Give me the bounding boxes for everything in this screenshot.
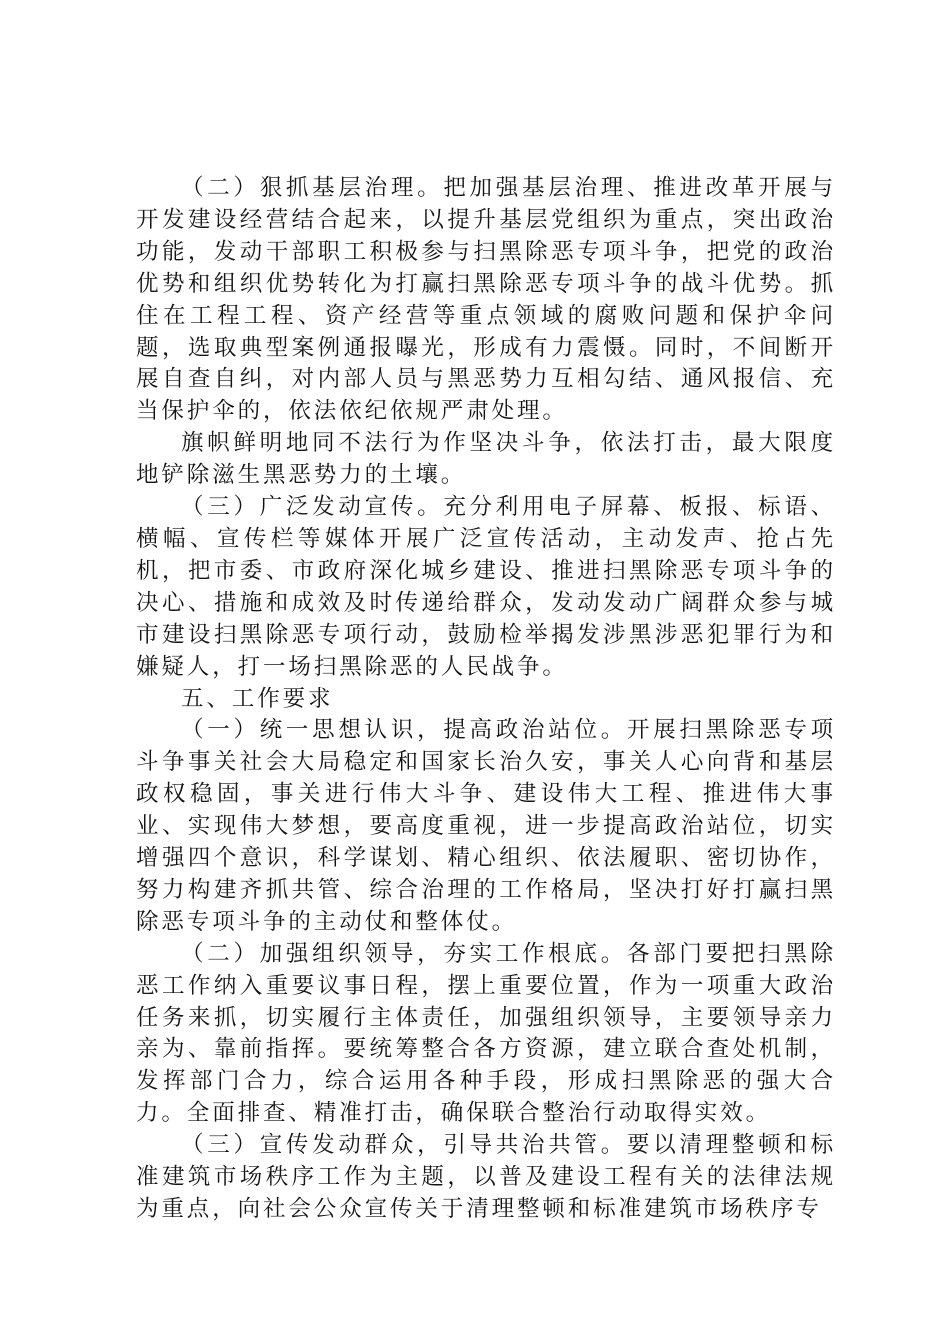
paragraph-organization-leadership: （二）加强组织领导，夯实工作根底。各部门要把扫黑除恶工作纳入重要议事日程，摆上重要位置，作为一项重大政治任务来抓，切实履行主体责任，加强组织领导，主要领导亲力亲为、靠前指挥。要统筹整合各方资源，建立联合查处机制，发挥部门合力，综合运用各种手段，形成扫黑除恶的强大合力。全面排查、精准打击，确保联合整治行动取得实效。 <box>136 940 836 1127</box>
document-body <box>136 173 836 1226</box>
paragraph-publicity: （三）广泛发动宣传。充分利用电子屏幕、板报、标语、横幅、宣传栏等媒体开展广泛宣传活动，主动发声、抢占先机，把市委、市政府深化城乡建设、推进扫黑除恶专项斗争的决心、措施和成效及时传递给群众，发动发动广阔群众参与城市建设扫黑除恶专项行动，鼓励检举揭发涉黑涉恶犯罪行为和嫌疑人，打一场扫黑除恶的人民战争。 <box>136 494 836 680</box>
section-heading-work-requirements: 五、工作要求 <box>181 685 334 712</box>
paragraph-governance: （二）狠抓基层治理。把加强基层治理、推进改革开展与开发建设经营结合起来，以提升基层党组织为重点，突出政治功能，发动干部职工积极参与扫黑除恶专项斗争，把党的政治优势和组织优势转化为打赢扫黑除恶专项斗争的战斗优势。抓住在工程工程、资产经营等重点领域的腐败问题和保护伞问题，选取典型案例通报曝光，形成有力震慑。同时，不间断开展自查自纠，对内部人员与黑恶势力互相勾结、通风报信、充当保护伞的，依法依纪依规严肃处理。 <box>136 175 836 425</box>
paragraph-unify-thinking: （一）统一思想认识，提高政治站位。开展扫黑除恶专项斗争事关社会大局稳定和国家长治久安，事关人心向背和基层政权稳固，事关进行伟大斗争、建设伟大工程、推进伟大事业、实现伟大梦想，要高度重视，进一步提高政治站位，切实增强四个意识，科学谋划、精心组织、依法履职、密切协作，努力构建齐抓共管、综合治理的工作格局，坚决打好打赢扫黑除恶专项斗争的主动仗和整体仗。 <box>136 717 836 935</box>
paragraph-mobilize-masses: （三）宣传发动群众，引导共治共管。要以清理整顿和标准建筑市场秩序工作为主题，以普及建设工程有关的法律法规为重点，向社会公众宣传关于清理整顿和标准建筑市场秩序专 <box>136 1132 836 1222</box>
paragraph-struggle: 旗帜鲜明地同不法行为作坚决斗争，依法打击，最大限度地铲除滋生黑恶势力的土壤。 <box>136 430 836 489</box>
